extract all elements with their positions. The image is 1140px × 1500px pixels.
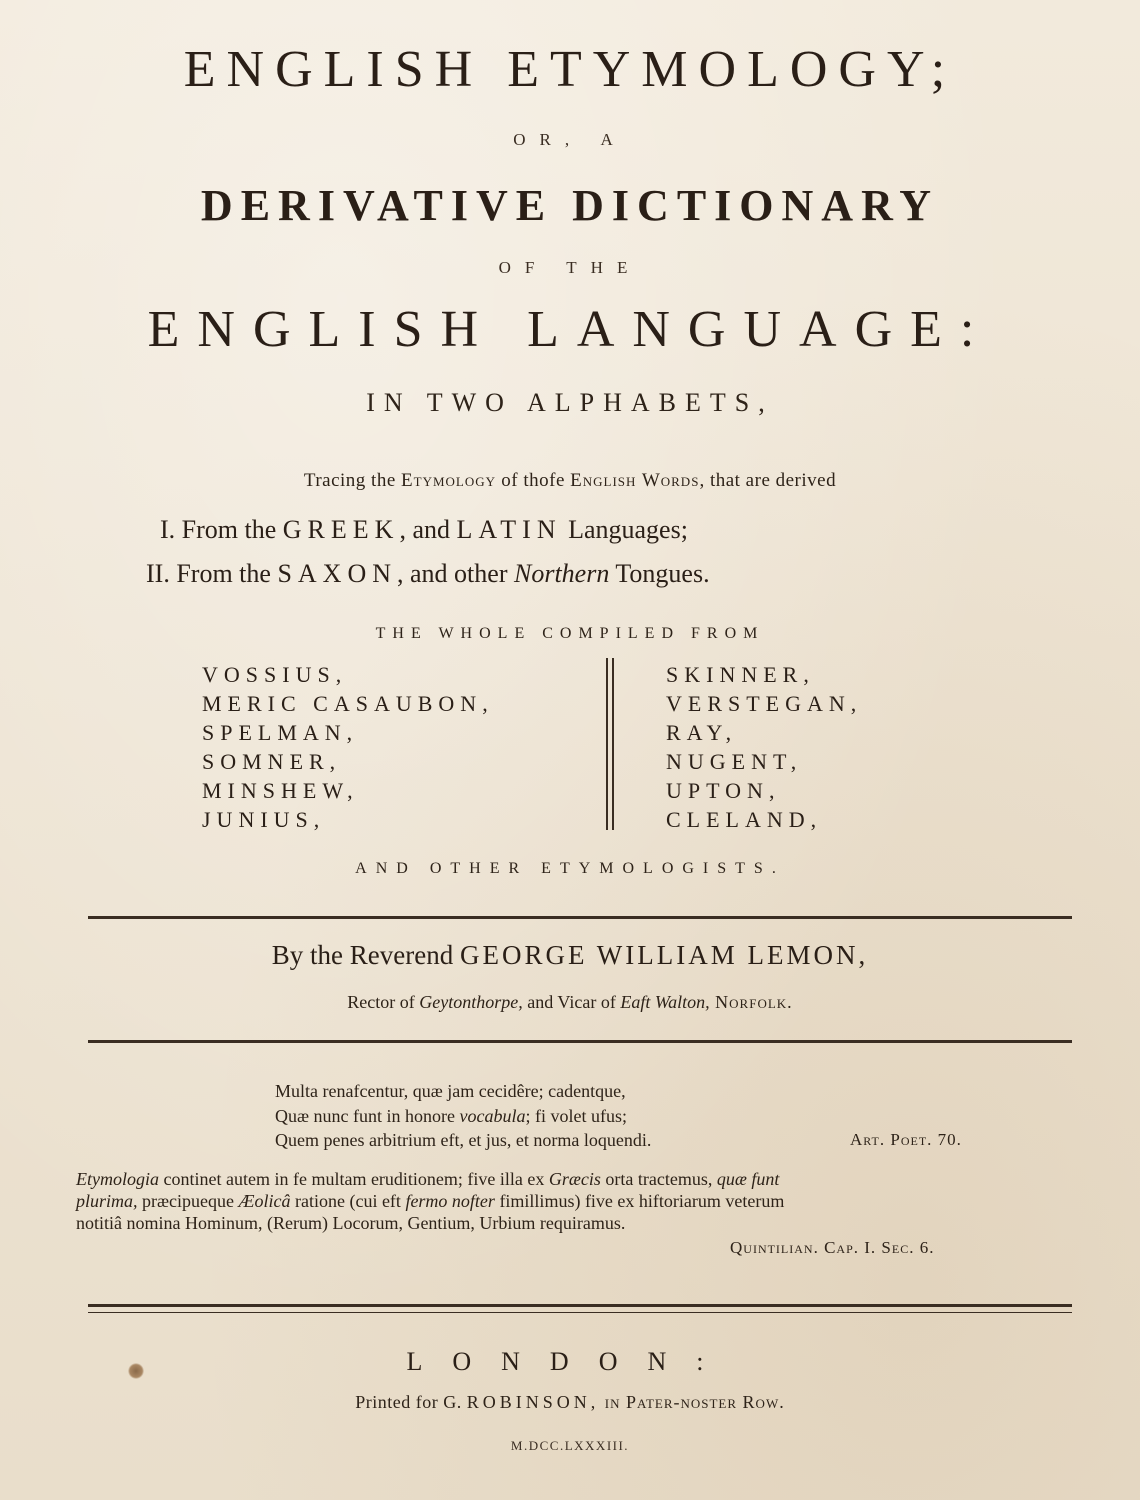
horace-vocabula: vocabula: [459, 1106, 526, 1126]
rule-upper: [88, 916, 1072, 919]
origin-2-num: II.: [146, 559, 170, 588]
q-etymologia: Etymologia: [76, 1169, 159, 1189]
names-left-column: [202, 660, 494, 834]
author-by: By the Reverend: [271, 940, 460, 970]
imprint-printer: ROBINSON,: [466, 1392, 600, 1412]
compiled-heading: THE WHOLE COMPILED FROM: [375, 625, 765, 642]
author-line: [0, 940, 1140, 971]
rector-norfolk: Norfolk.: [709, 992, 793, 1012]
name-right-4: NUGENT,: [666, 749, 803, 774]
rector-c: and Vicar of: [522, 992, 621, 1012]
q-graecis: Græcis: [548, 1169, 601, 1189]
rector-line: [0, 992, 1140, 1013]
name-right-2: VERSTEGAN,: [666, 691, 863, 716]
quintilian-line-1: [76, 1168, 1076, 1190]
names-right-column: [666, 660, 862, 834]
quintilian-source: Quintilian. Cap. I. Sec. 6.: [730, 1238, 935, 1257]
name-right-5: UPTON,: [666, 778, 781, 803]
origin-1-num: I.: [160, 515, 176, 544]
horace-line-2: [275, 1105, 627, 1127]
q-aeolica: Æolicâ: [238, 1191, 291, 1211]
origin-1-greek: GREEK: [282, 515, 400, 544]
name-left-2: MERIC CASAUBON,: [202, 691, 494, 716]
or-a-line: OR, A: [513, 130, 627, 149]
imprint-city: LONDON:: [406, 1347, 734, 1376]
rector-geytonthorpe: Geytonthorpe,: [419, 992, 523, 1012]
horace-line-1: Multa renafcentur, quæ jam cecidêre; cadentque,: [275, 1081, 626, 1101]
origin-2-end: Tongues.: [609, 559, 710, 588]
rector-a: Rector of: [347, 992, 420, 1012]
q-p1b: continet autem in fe multam eruditionem; five illa ex: [159, 1169, 549, 1189]
q-p2d: ratione (cui eft: [290, 1191, 406, 1211]
rule-middle: [88, 1040, 1072, 1043]
origin-1-latin: LATIN: [456, 515, 562, 544]
origin-1-and: , and: [399, 515, 457, 544]
q-p1d: orta tractemus,: [600, 1169, 717, 1189]
origin-2-and: , and other: [397, 559, 514, 588]
q-p2f: fimillimus) five ex hiftoriarum veterum: [494, 1191, 785, 1211]
name-left-6: JUNIUS,: [202, 807, 326, 832]
english-language-title: ENGLISH LANGUAGE:: [147, 301, 993, 358]
column-divider-left: [606, 658, 608, 830]
tracing-text-c: of thofe: [496, 470, 571, 491]
q-p2b: præcipueque: [137, 1191, 239, 1211]
author-name: GEORGE WILLIAM LEMON,: [460, 940, 869, 970]
tracing-line: [0, 470, 1140, 492]
tracing-text-a: Tracing the: [303, 470, 402, 491]
tracing-text-e: , that are derived: [699, 470, 837, 491]
quintilian-line-3: notitiâ nomina Hominum, (Rerum) Locorum, Gentium, Urbium requiramus.: [76, 1213, 626, 1233]
origin-1-end: Languages;: [561, 515, 688, 544]
horace-line-3: Quem penes arbitrium eft, et jus, et norma loquendi.: [275, 1130, 652, 1150]
origin-2-from: From the: [169, 559, 278, 588]
origin-2-saxon: SAXON: [277, 559, 398, 588]
q-quae-sunt: quæ funt: [716, 1169, 780, 1189]
quintilian-paragraph: [76, 1168, 1076, 1234]
rule-lower-thick: [88, 1304, 1072, 1307]
horace-l2c: ; fi volet ufus;: [525, 1106, 627, 1126]
rector-east-walton: Eaft Walton,: [620, 992, 710, 1012]
imprint-printed-line: [0, 1392, 1140, 1413]
horace-source: Art. Poet. 70.: [850, 1130, 962, 1149]
horace-l2a: Quæ nunc funt in honore: [275, 1106, 460, 1126]
tracing-english-words: English Words: [570, 470, 700, 491]
name-right-1: SKINNER,: [666, 662, 815, 687]
origin-line-1: [160, 515, 688, 545]
name-left-4: SOMNER,: [202, 749, 342, 774]
subtitle-derivative-dictionary: DERIVATIVE DICTIONARY: [200, 181, 940, 230]
tracing-etymology: Etymology: [401, 470, 497, 491]
name-left-3: SPELMAN,: [202, 720, 359, 745]
of-the-line: OF THE: [498, 258, 642, 277]
name-right-6: CLELAND,: [666, 807, 823, 832]
quintilian-line-2: [76, 1190, 1076, 1212]
q-plurima: plurima,: [76, 1191, 138, 1211]
two-alphabets-line: IN TWO ALPHABETS,: [366, 388, 774, 417]
column-divider-right: [612, 658, 614, 830]
name-left-5: MINSHEW,: [202, 778, 359, 803]
origin-line-2: [146, 559, 710, 589]
rule-lower-thin: [88, 1312, 1072, 1313]
imprint-date: M.DCC.LXXXIII.: [510, 1438, 630, 1453]
origin-1-from: From the: [175, 515, 283, 544]
other-etymologists: AND OTHER ETYMOLOGISTS.: [355, 860, 785, 877]
origin-2-northern: Northern: [513, 559, 610, 588]
name-right-3: RAY,: [666, 720, 738, 745]
name-left-1: VOSSIUS,: [202, 662, 348, 687]
q-sermo-noster: fermo nofter: [405, 1191, 495, 1211]
main-title: ENGLISH ETYMOLOGY;: [183, 41, 957, 98]
imprint-place: in Pater-noster Row.: [599, 1392, 785, 1412]
imprint-printed: Printed for G.: [355, 1392, 467, 1412]
